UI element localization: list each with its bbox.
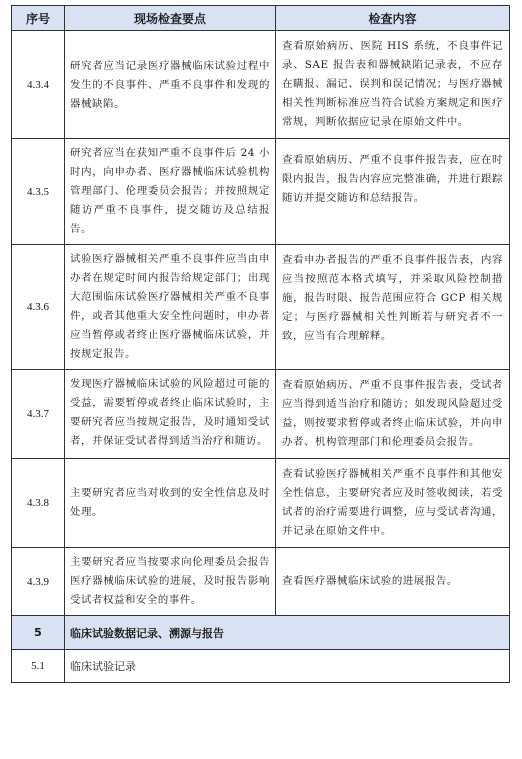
row-check — [276, 31, 510, 139]
row-number: 4.3.8 — [12, 459, 65, 548]
row-check — [276, 139, 510, 245]
table-row — [12, 31, 510, 139]
check-text: 查看医疗器械临床试验的进展报告。 — [282, 575, 458, 587]
check-text: 查看原始病历、严重不良事件报告表，受试者应当得到适当治疗和随访；如发现风险超过受益，则按要求暂停或者终止临床试验，并向申办者、机构管理部门和伦理委员会报告。 — [282, 379, 503, 448]
row-check — [276, 370, 510, 459]
row-number: 4.3.6 — [12, 245, 65, 370]
table-row — [12, 245, 510, 370]
row-requirement — [65, 245, 276, 370]
row-number: 4.3.4 — [12, 31, 65, 139]
row-requirement — [65, 459, 276, 548]
requirement-text: 主要研究者应当按要求向伦理委员会报告医疗器械临床试验的进展，及时报告影响受试者权益和安全的事件。 — [70, 556, 270, 606]
row-number: 4.3.5 — [12, 139, 65, 245]
requirement-text: 发现医疗器械临床试验的风险超过可能的受益，需要暂停或者终止临床试验时，主要研究者应当按规定报告，及时通知受试者，并保证受试者得到适当治疗和随访。 — [70, 378, 270, 447]
row-number: 4.3.9 — [12, 548, 65, 616]
inspection-table — [11, 5, 510, 683]
header-inspection-points: 现场检查要点 — [65, 6, 276, 31]
check-text: 查看申办者报告的严重不良事件报告表，内容应当按照范本格式填写，并采取风险控制措施，报告时限、报告范围应符合 GCP 相关规定；与医疗器械相关性判断若与研究者不一致，应当有合理解释。 — [282, 254, 503, 342]
row-check — [276, 459, 510, 548]
section-title: 临床试验数据记录、溯源与报告 — [65, 616, 510, 650]
section-row — [12, 616, 510, 650]
table-row — [12, 139, 510, 245]
check-text: 查看原始病历、医院 HIS 系统，不良事件记录、SAE 报告表和器械缺陷记录表，不应存在瞒报、漏记、误判和误记情况；与医疗器械相关性判断标准应当符合试验方案规定和医疗常规，判断依据应记录在原始文件中。 — [282, 40, 503, 128]
requirement-text: 主要研究者应当对收到的安全性信息及时处理。 — [70, 487, 270, 518]
row-check — [276, 548, 510, 616]
row-check — [276, 245, 510, 370]
requirement-text: 试验医疗器械相关严重不良事件应当由申办者在规定时间内报告给规定部门；出现大范围临床试验医疗器械相关严重不良事件，或者其他重大安全性问题时，申办者应当暂停或者终止医疗器械临床试验，并按规定报告。 — [70, 253, 270, 360]
row-number: 4.3.7 — [12, 370, 65, 459]
subsection-row — [12, 650, 510, 683]
table-row — [12, 459, 510, 548]
row-requirement — [65, 370, 276, 459]
table-header-row — [12, 6, 510, 31]
check-text: 查看试验医疗器械相关严重不良事件和其他安全性信息，主要研究者应及时签收阅读，若受试者的治疗需要进行调整，应与受试者沟通，并记录在原始文件中。 — [282, 468, 503, 537]
header-serial-number: 序号 — [12, 6, 65, 31]
header-check-content: 检查内容 — [276, 6, 510, 31]
subsection-title: 临床试验记录 — [65, 650, 510, 683]
table-row — [12, 370, 510, 459]
row-requirement — [65, 31, 276, 139]
row-requirement — [65, 548, 276, 616]
subsection-number: 5.1 — [12, 650, 65, 683]
section-number: 5 — [12, 616, 65, 650]
check-text: 查看原始病历、严重不良事件报告表，应在时限内报告，报告内容应完整准确，并进行跟踪随访并提交随访和总结报告。 — [282, 154, 503, 204]
requirement-text: 研究者应当在获知严重不良事件后 24 小时内，向申办者、医疗器械临床试验机构管理部门、伦理委员会报告；并按照规定随访严重不良事件，提交随访及总结报告。 — [70, 147, 270, 235]
table-row — [12, 548, 510, 616]
requirement-text: 研究者应当记录医疗器械临床试验过程中发生的不良事件、严重不良事件和发现的器械缺陷。 — [70, 60, 270, 110]
row-requirement — [65, 139, 276, 245]
